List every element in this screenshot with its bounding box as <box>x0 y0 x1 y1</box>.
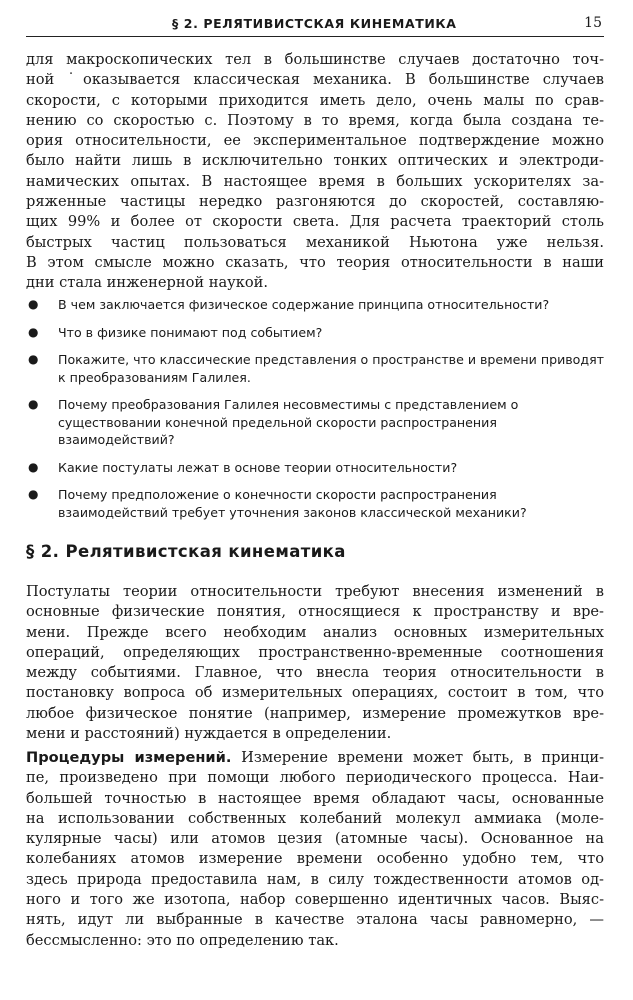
text-line: скорости, с которыми приходится иметь дело, очень малы по срав- <box>26 91 604 109</box>
section-paragraph-2 <box>26 748 604 951</box>
text-line: ного и того же изотопа, набор совершенно идентичных часов. Выяс- <box>26 891 604 909</box>
text-line: на использовании собственных колебаний молекул аммиака (моле- <box>26 809 604 827</box>
text-line: мени. Прежде всего необходим анализ основных измерительных <box>26 623 604 641</box>
page-number: 15 <box>584 15 602 31</box>
question-text: Что в физике понимают под событием? <box>58 324 323 340</box>
text-line: бессмысленно: это по определению так. <box>26 931 339 949</box>
list-item <box>26 459 604 477</box>
question-text: Почему предположение о конечности скорости распространения взаимодействий требует уточнения законов классической механики? <box>58 487 527 520</box>
text-line: ряженные частицы нередко разгоняются до скоростей, составляю- <box>26 193 604 211</box>
text-line: было найти лишь в исключительно тонких оптических и электроди- <box>26 152 604 170</box>
text-line: ной ˙оказывается классическая механика. В большинстве случаев <box>26 71 604 89</box>
text-line: для макроскопических тел в большинстве случаев достаточно точ- <box>26 51 604 68</box>
text-line: кулярные часы) или атомов цезия (атомные часы). Основанное на <box>26 830 604 848</box>
text-line: операций, определяющих пространственно-временные соотношения <box>26 643 604 661</box>
section-paragraph-1 <box>26 582 604 744</box>
review-questions-list <box>26 296 604 531</box>
running-header-title: § 2. РЕЛЯТИВИСТСКАЯ КИНЕМАТИКА <box>172 16 457 31</box>
text-line: основные физические понятия, относящиеся к пространству и вре- <box>26 603 604 621</box>
text-line: Постулаты теории относительности требуют внесения изменений в <box>26 583 604 600</box>
paragraph-run-in-title: Процедуры измерений. <box>26 749 232 766</box>
bullet-icon: ● <box>28 352 39 366</box>
text-line: намических опытах. В настоящее время в больших ускорителях за- <box>26 172 604 190</box>
intro-paragraph <box>26 50 604 294</box>
list-item <box>26 351 604 386</box>
running-header <box>26 14 604 37</box>
text-line: постановку вопроса об измерительных операциях, состоит в том, что <box>26 684 604 702</box>
text-line: здесь природа предоставила нам, в силу тождественности атомов од- <box>26 870 604 888</box>
bullet-icon: ● <box>28 297 39 311</box>
list-item <box>26 486 604 521</box>
text-line <box>26 748 604 768</box>
text-line: нению со скоростью c. Поэтому в то время, когда была создана те- <box>26 111 604 129</box>
text-line: между событиями. Главное, что внесла теория относительности в <box>26 664 604 682</box>
text-line: дни стала инженерной наукой. <box>26 274 269 292</box>
bullet-icon: ● <box>28 324 39 339</box>
text-line: быстрых частиц пользоваться механикой Ньютона уже нельзя. <box>26 233 604 251</box>
question-text: В чем заключается физическое содержание принципа относительности? <box>58 297 550 312</box>
text-fragment: Измерение времени может быть, в принци- <box>241 749 604 766</box>
bullet-icon: ● <box>28 487 39 501</box>
text-line: В этом смысле можно сказать, что теория относительности в наши <box>26 253 604 271</box>
list-item <box>26 296 604 314</box>
bullet-icon: ● <box>28 459 39 474</box>
text-line: пе, произведено при помощи любого периодического процесса. Наи- <box>26 769 604 787</box>
list-item <box>26 324 604 342</box>
question-text: Почему преобразования Галилея несовместимы с представлением о существовании конечной предельной скорости распространения взаимодействий? <box>58 397 519 447</box>
text-line: нять, идут ли выбранные в качестве эталона часы равномерно, — <box>26 911 604 929</box>
text-line: мени и расстояний) нуждается в определении. <box>26 725 392 743</box>
text-line: большей точностью в настоящее время обладают часы, основанные <box>26 789 604 807</box>
question-text: Какие постулаты лежат в основе теории относительности? <box>58 459 458 475</box>
bullet-icon: ● <box>28 397 39 411</box>
question-text: Покажите, что классические представления о пространстве и времени приводят к преобразованиям Галилея. <box>58 352 605 385</box>
text-line: ория относительности, ее экспериментальное подтверждение можно <box>26 132 604 150</box>
text-line: любое физическое понятие (например, измерение промежутков вре- <box>26 704 604 722</box>
text-line: щих 99% и более от скорости света. Для расчета траекторий столь <box>26 213 604 231</box>
text-line: колебаниях атомов измерение времени особенно удобно тем, что <box>26 850 604 868</box>
section-heading: § 2. Релятивистская кинематика <box>26 542 346 561</box>
list-item <box>26 396 604 449</box>
